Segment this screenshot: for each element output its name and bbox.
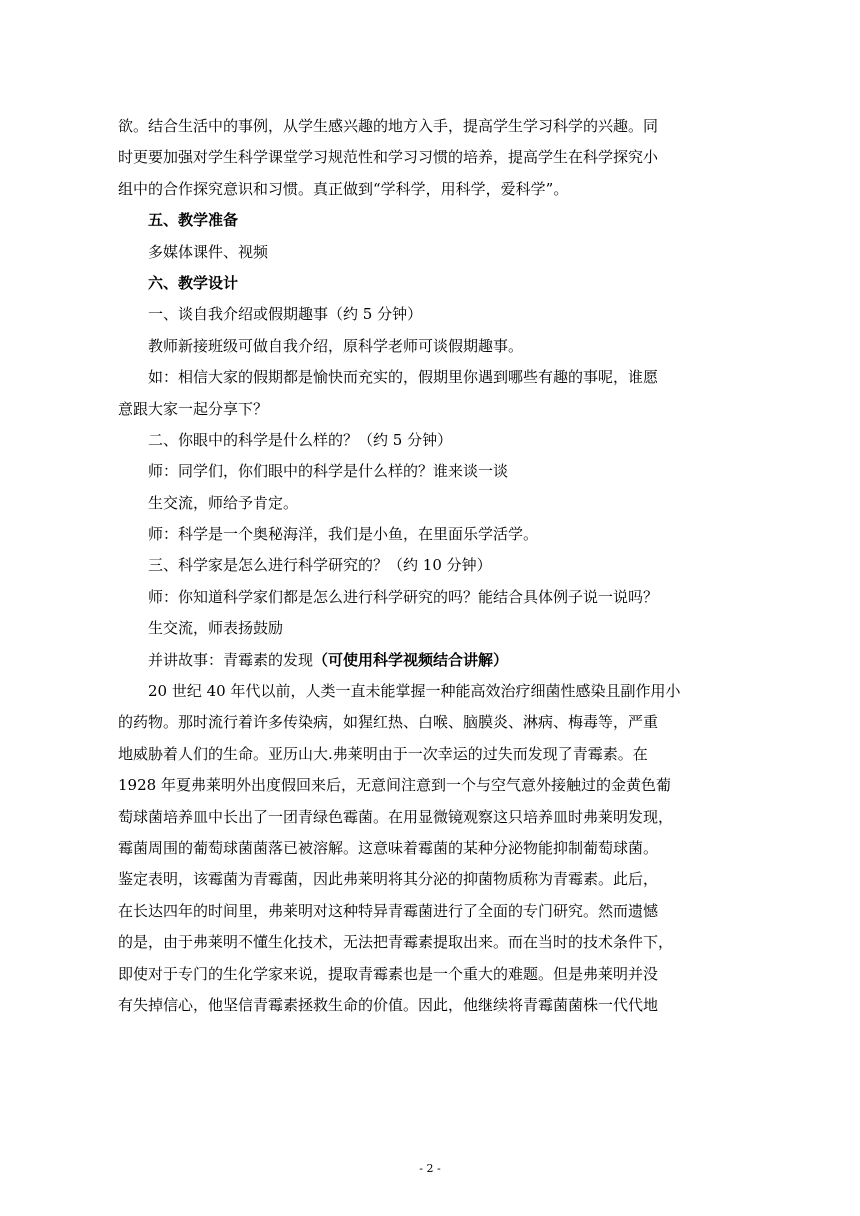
text-line <box>118 394 742 425</box>
line-text: 鉴定表明，该霉菌为青霉菌，因此弗莱明将其分泌的抑菌物质称为青霉素。此后， <box>118 870 659 889</box>
text-line <box>118 519 742 550</box>
line-text: 欲。结合生活中的事例，从学生感兴趣的地方入手，提高学生学习科学的兴趣。同 <box>118 117 659 135</box>
line-text: 三、科学家是怎么进行科学研究的？（约 10 分钟） <box>148 556 492 575</box>
line-text: 时更要加强对学生科学课堂学习规范性和学习习惯的培养，提高学生在科学探究小 <box>118 148 659 167</box>
text-line <box>118 613 742 644</box>
line-text: 如：相信大家的假期都是愉快而充实的，假期里你遇到哪些有趣的事呢，谁愿 <box>148 368 659 387</box>
text-line <box>118 645 742 676</box>
line-text: 1928 年夏弗莱明外出度假回来后，无意间注意到一个与空气意外接触过的金黄色葡 <box>118 776 671 795</box>
text-line <box>118 833 742 864</box>
line-text: 意跟大家一起分享下？ <box>118 399 269 418</box>
document-body <box>118 111 742 1021</box>
line-text: 一、谈自我介绍或假期趣事（约 5 分钟） <box>148 305 423 324</box>
text-line <box>118 142 742 173</box>
line-text: 二、你眼中的科学是什么样的？（约 5 分钟） <box>148 430 453 449</box>
line-text: 在长达四年的时间里，弗莱明对这种特异青霉菌进行了全面的专门研究。然而遗憾 <box>118 901 659 920</box>
text-line <box>118 550 742 581</box>
line-text: 的是，由于弗莱明不懂生化技术，无法把青霉素提取出来。而在当时的技术条件下， <box>118 933 674 952</box>
text-line <box>118 299 742 330</box>
line-text: 有失掉信心，他坚信青霉素拯救生命的价值。因此，他继续将青霉菌菌株一代代地 <box>118 995 659 1014</box>
text-line <box>118 739 742 770</box>
text-line <box>118 896 742 927</box>
text-line <box>118 770 742 801</box>
line-text: 生交流，师表扬鼓励 <box>148 619 284 638</box>
line-text: 的药物。那时流行着许多传染病，如猩红热、白喉、脑膜炎、淋病、梅毒等，严重 <box>118 713 659 732</box>
line-text: 生交流，师给予肯定。 <box>148 493 299 512</box>
line-text: 师：科学是一个奥秘海洋，我们是小鱼，在里面乐学活学。 <box>148 525 539 544</box>
text-line <box>118 864 742 895</box>
line-text: 六、教学设计 <box>148 273 239 292</box>
text-line <box>118 959 742 990</box>
line-text: 教师新接班级可做自我介绍，原科学老师可谈假期趣事。 <box>148 336 524 355</box>
text-line <box>118 174 742 205</box>
section-heading <box>118 268 742 299</box>
line-text: 即使对于专门的生化学家来说，提取青霉素也是一个重大的难题。但是弗莱明并没 <box>118 964 659 983</box>
section-heading <box>118 205 742 236</box>
text-line <box>118 111 742 142</box>
text-line <box>118 707 742 738</box>
line-text: 并讲故事：青霉素的发现 <box>148 650 314 669</box>
text-line <box>118 456 742 487</box>
text-line <box>118 582 742 613</box>
text-line <box>118 237 742 268</box>
line-text: 师：同学们，你们眼中的科学是什么样的？谁来谈一谈 <box>148 462 509 481</box>
line-text: 师：你知道科学家们都是怎么进行科学研究的吗？能结合具体例子说一说吗？ <box>148 587 659 606</box>
bold-note: （可使用科学视频结合讲解） <box>313 650 509 669</box>
text-line <box>118 676 742 707</box>
text-line <box>118 425 742 456</box>
line-text: 多媒体课件、视频 <box>148 242 269 261</box>
line-text: 五、教学准备 <box>148 211 239 230</box>
line-text: 地威胁着人们的生命。亚历山大.弗莱明由于一次幸运的过失而发现了青霉素。在 <box>118 744 648 763</box>
text-line <box>118 990 742 1021</box>
text-line <box>118 927 742 958</box>
text-line <box>118 331 742 362</box>
page-number: - 2 - <box>419 1162 441 1175</box>
line-text: 萄球菌培养皿中长出了一团青绿色霉菌。在用显微镜观察这只培养皿时弗莱明发现， <box>118 807 674 826</box>
text-line <box>118 488 742 519</box>
line-text: 20 世纪 40 年代以前，人类一直未能掌握一种能高效治疗细菌性感染且副作用小 <box>148 682 681 701</box>
line-text: 组中的合作探究意识和习惯。真正做到“学科学，用科学，爱科学”。 <box>118 179 569 198</box>
line-text: 霉菌周围的葡萄球菌菌落已被溶解。这意味着霉菌的某种分泌物能抑制葡萄球菌。 <box>118 838 659 857</box>
text-line <box>118 362 742 393</box>
text-line <box>118 802 742 833</box>
